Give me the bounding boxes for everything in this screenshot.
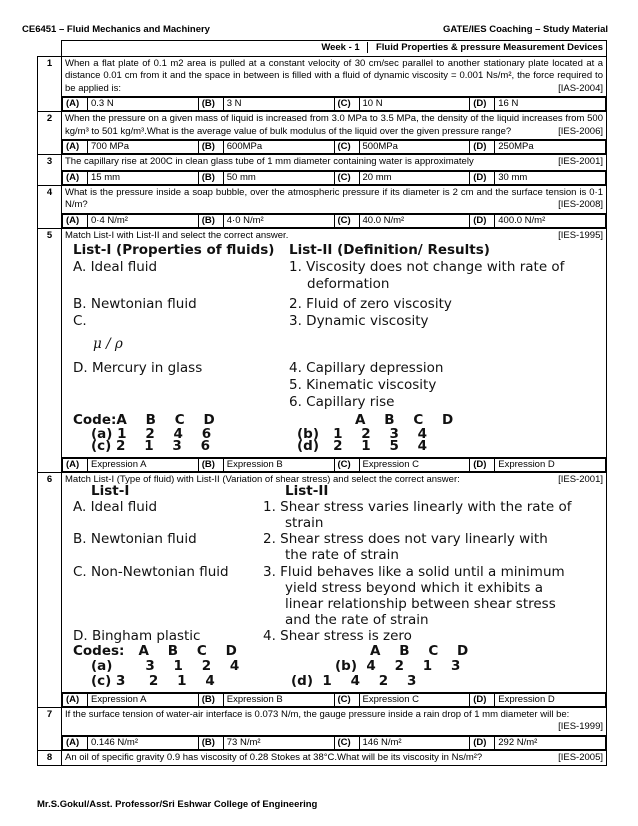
list2-item: the rate of strain: [285, 546, 399, 563]
option-value[interactable]: 600MPa: [223, 141, 334, 154]
option-value[interactable]: Expression B: [223, 459, 334, 472]
option-value[interactable]: 700 MPa: [88, 141, 199, 154]
option-value[interactable]: 4·0 N/m²: [223, 214, 334, 227]
option-value[interactable]: 292 N/m²: [495, 736, 606, 749]
options-row: [38, 140, 607, 155]
question-text: [62, 155, 607, 171]
question-number: 2: [38, 112, 62, 155]
question-text: [62, 707, 607, 735]
options-row: [38, 97, 607, 112]
option-letter: (D): [470, 214, 495, 227]
code-row: (a) 1 2 4 6: [91, 426, 212, 443]
code-header: A B C D: [370, 642, 469, 659]
question-source: [IES-1995]: [558, 229, 603, 241]
question-source: [IES-2001]: [558, 474, 603, 486]
option-letter: (D): [470, 736, 495, 749]
option-value[interactable]: Expression A: [88, 693, 199, 706]
list2-item: 1. Viscosity does not change with rate of: [289, 259, 565, 276]
question-number: 1: [38, 56, 62, 112]
list2-item: strain: [285, 514, 324, 531]
option-letter: (A): [63, 459, 88, 472]
question-row: [38, 750, 607, 766]
option-value[interactable]: Expression D: [495, 693, 606, 706]
list1-item: D. Mercury in glass: [73, 360, 203, 377]
option-value[interactable]: 16 N: [495, 98, 606, 111]
options-row: [38, 213, 607, 228]
list1-item: B. Newtonian fluid: [73, 296, 197, 313]
option-letter: (A): [63, 693, 88, 706]
question-text: [62, 56, 607, 97]
option-letter: (D): [470, 98, 495, 111]
option-value[interactable]: 250MPa: [495, 141, 606, 154]
question-number: 3: [38, 155, 62, 186]
code-row: (c) 2 1 3 6: [91, 438, 211, 455]
material-title: GATE/IES Coaching – Study Material: [442, 24, 608, 35]
list2-item: deformation: [307, 276, 390, 293]
code-row: (d) 1 4 2 3: [291, 672, 417, 689]
option-letter: (A): [63, 214, 88, 227]
list2-title: List-II: [285, 482, 329, 499]
question-row: [38, 56, 607, 97]
question-source: [IES-2006]: [558, 125, 603, 137]
question-table: [37, 40, 607, 766]
list1-item: A. Ideal fluid: [73, 259, 158, 276]
question-row: [38, 155, 607, 171]
mu-rho-expression: μ / ρ: [93, 336, 123, 353]
list1-item: A. Ideal fluid: [73, 498, 158, 515]
option-letter: (C): [334, 98, 359, 111]
question-body: Match List-I (Type of fluid) with List-II (Variation of shear stress) and select the correct answer:: [65, 474, 460, 486]
list2-item: 2. Shear stress does not vary linearly with: [263, 530, 548, 547]
option-letter: (A): [63, 171, 88, 184]
question-text: [62, 112, 607, 140]
option-value[interactable]: 10 N: [359, 98, 470, 111]
option-letter: (B): [198, 214, 223, 227]
options-row: [38, 458, 607, 473]
option-letter: (B): [198, 459, 223, 472]
option-value[interactable]: 0.3 N: [88, 98, 199, 111]
option-value[interactable]: 500MPa: [359, 141, 470, 154]
list2-item: 5. Kinematic viscosity: [289, 377, 437, 394]
option-value[interactable]: Expression A: [88, 459, 199, 472]
question-text: [62, 185, 607, 213]
list2-item: 4. Shear stress is zero: [263, 627, 412, 644]
list2-item: linear relationship between shear stress: [285, 595, 556, 612]
question-text: [62, 750, 607, 766]
option-letter: (D): [470, 693, 495, 706]
option-value[interactable]: 30 mm: [495, 171, 606, 184]
option-value[interactable]: Expression C: [359, 459, 470, 472]
option-letter: (D): [470, 141, 495, 154]
list2-item: 1. Shear stress varies linearly with the rate of: [263, 498, 572, 515]
question-body: When the pressure on a given mass of liquid is increased from 3.0 MPa to 3.5 MPa, the density of the liquid increases from 500 kg/m³ to 501 kg/m³.What is the average value of bulk modulus of the liquid over the given pressure range?: [65, 113, 603, 137]
question-row: [38, 228, 607, 458]
option-value[interactable]: 0·4 N/m²: [88, 214, 199, 227]
list2-item: 3. Fluid behaves like a solid until a minimum: [263, 563, 565, 580]
option-value[interactable]: 146 N/m²: [359, 736, 470, 749]
question-number: 4: [38, 185, 62, 228]
question-body: If the surface tension of water-air interface is 0.073 N/m, the gauge pressure inside a rain drop of 1 mm diameter will be:: [65, 708, 570, 720]
option-value[interactable]: 3 N: [223, 98, 334, 111]
option-value[interactable]: 73 N/m²: [223, 736, 334, 749]
option-letter: (B): [198, 98, 223, 111]
list1-title: List-I (Properties of fluids): [73, 242, 275, 259]
list2-item: 4. Capillary depression: [289, 360, 444, 377]
option-letter: (A): [63, 736, 88, 749]
code-row: (a) 3 1 2 4: [91, 657, 240, 674]
list1-title: List-I: [91, 482, 130, 499]
course-title: CE6451 – Fluid Mechanics and Machinery: [22, 24, 210, 35]
match-list-figure: [65, 482, 603, 691]
code-row: (d) 2 1 5 4: [297, 438, 428, 455]
question-body: What is the pressure inside a soap bubble, over the atmospheric pressure if its diameter is 2 cm and the surface tension is 0·1 N/m?: [65, 186, 603, 211]
option-value[interactable]: 15 mm: [88, 171, 199, 184]
question-source: [IES-1999]: [558, 721, 603, 733]
options-row: [38, 735, 607, 750]
option-letter: (B): [198, 736, 223, 749]
option-letter: (C): [334, 459, 359, 472]
code-row: (c) 3 2 1 4: [91, 672, 215, 689]
list1-item: D. Bingham plastic: [73, 627, 201, 644]
list2-item: and the rate of strain: [285, 611, 429, 628]
question-source: [IES-2008]: [558, 199, 603, 211]
question-body: An oil of specific gravity 0.9 has viscosity of 0.28 Stokes at 38°C.What will be its viscosity in Ns/m²?: [65, 751, 483, 763]
question-text: [62, 228, 607, 458]
option-value[interactable]: 40.0 N/m²: [359, 214, 470, 227]
question-body: When a flat plate of 0.1 m2 area is pulled at a constant velocity of 30 cm/sec parallel to another stationary plate located at a distance 0.01 cm from it and the space in between is filled with a fluid of dynamic viscosity = 0.001 Ns/m², the force required to be applied is:: [65, 57, 603, 94]
list2-item: yield stress beyond which it exhibits a: [285, 579, 543, 596]
question-number: 8: [38, 750, 62, 766]
option-letter: (C): [334, 141, 359, 154]
question-row: [38, 473, 607, 693]
list1-item: C.: [73, 313, 87, 330]
option-letter: (D): [470, 459, 495, 472]
option-letter: (C): [334, 736, 359, 749]
question-row: [38, 707, 607, 735]
list2-item: 2. Fluid of zero viscosity: [289, 296, 452, 313]
option-value[interactable]: 400.0 N/m²: [495, 214, 606, 227]
option-value[interactable]: 0.146 N/m²: [88, 736, 199, 749]
list2-title: List-II (Definition/ Results): [289, 242, 490, 259]
question-number: 5: [38, 228, 62, 473]
option-value[interactable]: 20 mm: [359, 171, 470, 184]
list1-item: B. Newtonian fluid: [73, 530, 197, 547]
match-list-figure: [65, 242, 603, 442]
question-row: [38, 185, 607, 213]
option-letter: (C): [334, 693, 359, 706]
code-header: A B C D: [355, 412, 454, 429]
page-footer: Mr.S.Gokul/Asst. Professor/Sri Eshwar College of Engineering: [37, 799, 318, 810]
option-letter: (A): [63, 98, 88, 111]
question-row: [38, 112, 607, 140]
question-text: [62, 473, 607, 693]
question-source: [IAS-2004]: [558, 82, 603, 94]
option-letter: (C): [334, 171, 359, 184]
code-row: (b) 4 2 1 3: [335, 657, 461, 674]
question-body: The capillary rise at 200C in clean glass tube of 1 mm diameter containing water is approximately: [65, 156, 474, 168]
option-letter: (B): [198, 171, 223, 184]
option-letter: (C): [334, 214, 359, 227]
options-row: [38, 692, 607, 707]
option-letter: (A): [63, 141, 88, 154]
list2-item: 6. Capillary rise: [289, 394, 395, 411]
list1-item: C. Non-Newtonian fluid: [73, 563, 229, 580]
question-source: [IES-2005]: [558, 751, 603, 763]
question-source: [IES-2001]: [558, 156, 603, 168]
option-value[interactable]: Expression D: [495, 459, 606, 472]
topic-label: Fluid Properties & pressure Measurement Devices: [375, 42, 603, 54]
options-row: [38, 170, 607, 185]
week-label: Week - 1: [321, 42, 360, 54]
question-number: 6: [38, 473, 62, 708]
option-letter: (B): [198, 141, 223, 154]
code-header: Code:A B C D: [73, 412, 215, 429]
list2-item: 3. Dynamic viscosity: [289, 313, 429, 330]
question-body: Match List-I with List-II and select the correct answer.: [65, 229, 289, 241]
option-value[interactable]: Expression B: [223, 693, 334, 706]
option-letter: (D): [470, 171, 495, 184]
code-header: Codes: A B C D: [73, 642, 237, 659]
option-value[interactable]: Expression C: [359, 693, 470, 706]
code-row: (b) 1 2 3 4: [297, 426, 428, 443]
week-row: [38, 41, 607, 57]
option-value[interactable]: 50 mm: [223, 171, 334, 184]
option-letter: (B): [198, 693, 223, 706]
question-number: 7: [38, 707, 62, 750]
